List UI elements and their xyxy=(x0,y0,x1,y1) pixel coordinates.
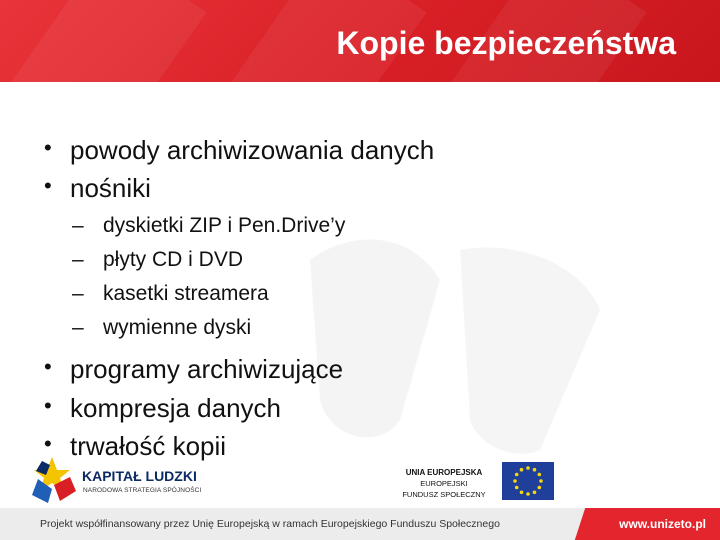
dash-glyph: – xyxy=(72,248,84,271)
eu-logo xyxy=(400,460,560,502)
dash-glyph: – xyxy=(72,316,84,339)
eu-flag-icon xyxy=(502,462,554,500)
footer-url-block xyxy=(590,508,720,540)
sub-bullet-text: dyskietki ZIP i Pen.Drive’y xyxy=(103,214,346,237)
bullet-glyph: • xyxy=(44,135,52,160)
bullet-text: nośniki xyxy=(70,173,151,203)
kapital-ludzki-title: KAPITAŁ LUDZKI xyxy=(82,468,197,484)
eu-line-2: EUROPEJSKI xyxy=(420,479,468,488)
footer-bar xyxy=(0,508,720,540)
footer-funding-text: Projekt współfinansowany przez Unię Europejską w ramach Europejskiego Funduszu Społecznego xyxy=(40,518,500,530)
kapital-ludzki-emblem-icon xyxy=(30,455,80,505)
bullet-glyph: • xyxy=(44,393,52,418)
dash-glyph: – xyxy=(72,214,84,237)
sub-bullet-text: wymienne dyski xyxy=(103,316,252,339)
eu-text xyxy=(400,467,488,500)
bullet-text: programy archiwizujące xyxy=(70,354,344,384)
bullet-text: powody archiwizowania danych xyxy=(70,135,435,165)
dash-glyph: – xyxy=(72,282,84,305)
bullet-glyph: • xyxy=(44,431,52,456)
sub-bullet-text: kasetki streamera xyxy=(103,282,269,305)
bullet-glyph: • xyxy=(44,173,52,198)
sub-bullet-text: płyty CD i DVD xyxy=(103,248,244,271)
eu-line-3: FUNDUSZ SPOŁECZNY xyxy=(402,490,486,499)
eu-line-1: UNIA EUROPEJSKA xyxy=(405,468,483,477)
bullet-glyph: • xyxy=(44,354,52,379)
slide-title: Kopie bezpieczeństwa xyxy=(336,25,676,61)
footer-url[interactable]: www.unizeto.pl xyxy=(619,517,706,531)
bullet-text: kompresja danych xyxy=(70,393,281,423)
kapital-ludzki-subtitle: NARODOWA STRATEGIA SPÓJNOŚCI xyxy=(83,487,202,494)
bullet-text: trwałość kopii xyxy=(70,431,227,461)
kapital-ludzki-logo xyxy=(30,455,220,505)
